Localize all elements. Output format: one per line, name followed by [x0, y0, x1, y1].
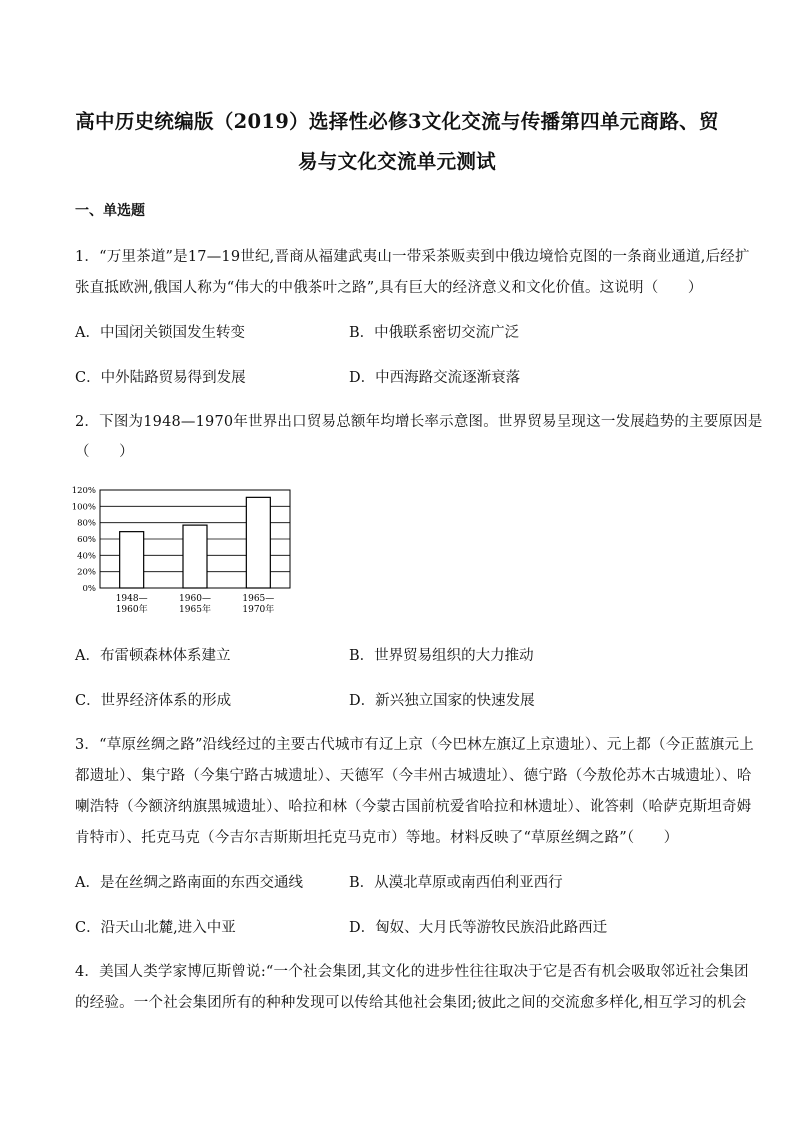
question-3-line-2: 都遗址）、集宁路（今集宁路古城遗址）、天德军（今丰州古城遗址）、德宁路（今敖伦苏木古城遗址）、哈	[75, 768, 752, 784]
x-tick-label: 1960年	[115, 605, 148, 615]
question-3-option-b[interactable]: B．从漠北草原或南西伯利亚西行	[349, 875, 563, 891]
question-3-option-a[interactable]: A．是在丝绸之路南面的东西交通线	[75, 875, 303, 891]
section-heading: 一、单选题	[75, 203, 145, 219]
question-1-line-1: 1．“万里茶道”是17—19世纪,晋商从福建武夷山一带采茶贩卖到中俄边境恰克图的一条商业通道,后经扩	[75, 249, 750, 265]
question-1-option-d[interactable]: D．中西海路交流逐渐衰落	[349, 370, 521, 386]
question-2-option-b[interactable]: B．世界贸易组织的大力推动	[349, 648, 534, 664]
question-2-line-1: 2．下图为1948—1970年世界出口贸易总额年均增长率示意图。世界贸易呈现这一发展趋势的主要原因是	[75, 414, 763, 430]
x-tick-label: 1970年	[242, 605, 275, 615]
question-4-line-1: 4．美国人类学家博厄斯曾说:“一个社会集团,其文化的进步性往往取决于它是否有机会吸取邻近社会集团	[75, 964, 749, 980]
x-tick-label: 1965—	[242, 594, 275, 604]
question-2-option-d[interactable]: D．新兴独立国家的快速发展	[349, 693, 535, 709]
x-tick-label: 1948—	[115, 594, 148, 604]
x-tick-label: 1960—	[179, 594, 211, 604]
y-tick-label: 40%	[77, 551, 96, 562]
document-title-line-1: 高中历史统编版（2019）选择性必修3文化交流与传播第四单元商路、贸	[75, 110, 719, 133]
bar	[120, 532, 144, 588]
y-tick-label: 80%	[77, 518, 96, 529]
question-4-line-2: 的经验。一个社会集团所有的种种发现可以传给其他社会集团;彼此之间的交流愈多样化,相互学习的机会	[75, 995, 747, 1011]
y-tick-label: 120%	[71, 486, 96, 496]
question-3-option-d[interactable]: D．匈奴、大月氏等游牧民族沿此路西迁	[349, 920, 608, 936]
question-3-option-c[interactable]: C．沿天山北麓,进入中亚	[75, 920, 236, 936]
question-2-line-2: （ ）	[75, 444, 134, 460]
question-3-line-4: 肯特市）、托克马克（今吉尔吉斯斯坦托克马克市）等地。材料反映了“草原丝绸之路”（ ）	[75, 830, 679, 846]
y-tick-label: 100%	[71, 502, 96, 513]
question-2-option-c[interactable]: C．世界经济体系的形成	[75, 693, 232, 709]
x-tick-label: 1965年	[179, 605, 211, 615]
bar	[183, 525, 207, 588]
question-1-option-a[interactable]: A．中国闭关锁国发生转变	[75, 325, 245, 341]
y-tick-label: 0%	[82, 584, 96, 594]
bar	[246, 497, 270, 588]
y-tick-label: 60%	[77, 535, 96, 545]
y-tick-label: 20%	[77, 567, 96, 578]
question-3-line-3: 喇浩特（今额济纳旗黑城遗址）、哈拉和林（今蒙古国前杭爱省哈拉和林遗址）、讹答剌（哈萨克斯坦奇姆	[75, 799, 752, 815]
question-2-option-a[interactable]: A．布雷顿森林体系建立	[75, 648, 231, 664]
question-1-line-2: 张直抵欧洲,俄国人称为“伟大的中俄茶叶之路”,具有巨大的经济意义和文化价值。这说明（ ）	[75, 280, 703, 296]
document-title-line-2: 易与文化交流单元测试	[297, 150, 496, 173]
export-growth-bar-chart	[62, 482, 302, 642]
question-1-option-b[interactable]: B．中俄联系密切交流广泛	[349, 325, 520, 341]
question-1-option-c[interactable]: C．中外陆路贸易得到发展	[75, 370, 246, 386]
question-3-line-1: 3．“草原丝绸之路”沿线经过的主要古代城市有辽上京（今巴林左旗辽上京遗址）、元上都（今正蓝旗元上	[75, 737, 754, 753]
